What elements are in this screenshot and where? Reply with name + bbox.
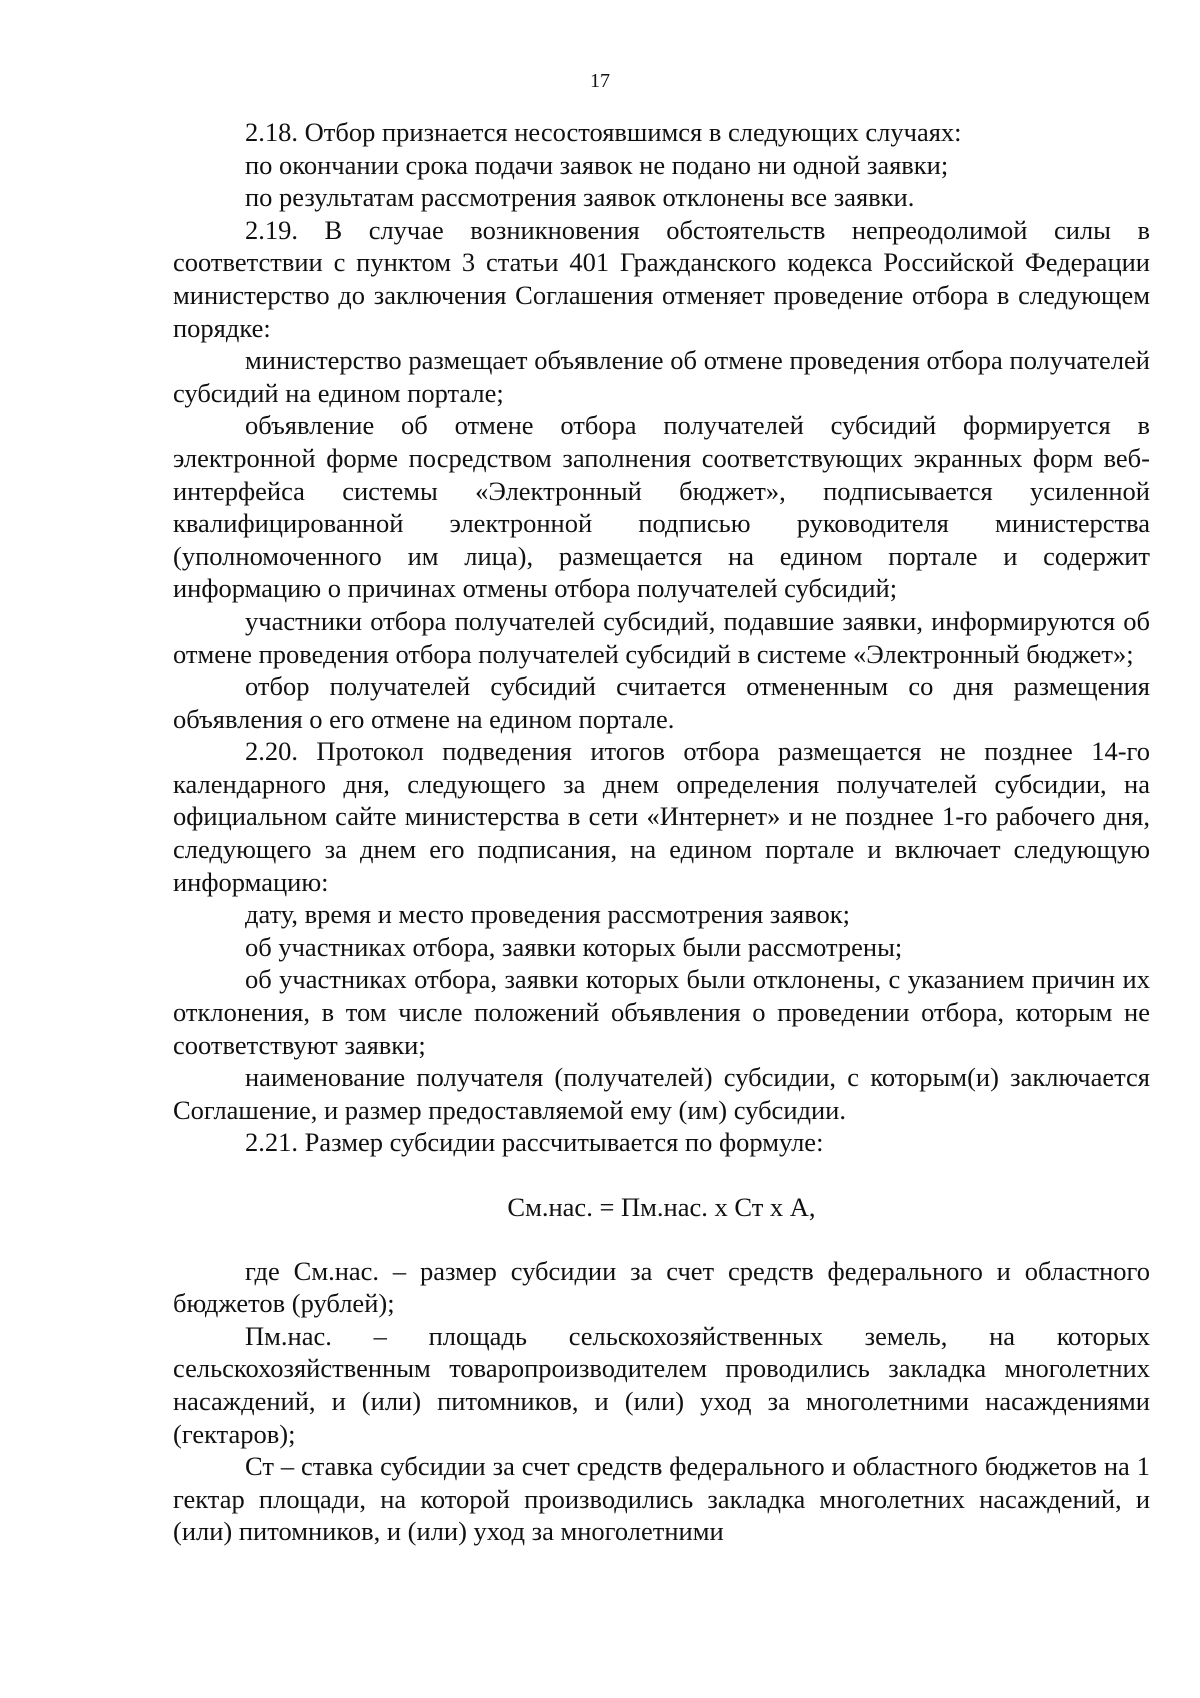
paragraph-list-item: об участниках отбора, заявки которых были рассмотрены;	[245, 931, 903, 962]
paragraph-2-18: 2.18. Отбор признается несостоявшимся в следующих случаях:	[245, 117, 962, 147]
paragraph-list-item: участники отбора получателей субсидий, подавшие заявки, информируются об отмене проведения отбора получателей субсидий в системе «Электронный бюджет»;	[173, 605, 1150, 669]
paragraph-list-item: министерство размещает объявление об отмене проведения отбора получателей субсидий на едином портале;	[173, 345, 1150, 408]
paragraph-2-21: 2.21. Размер субсидии рассчитывается по формуле:	[245, 1127, 824, 1158]
paragraph-list-item: объявление об отмене отбора получателей субсидий формируется в электронной форме посредством заполнения соответствующих экранных форм веб-интерфейса системы «Электронный бюджет», подписывается усиленной квалифицированной электронной подписью руководителя министерства (уполномоченного им лица), размещается на едином портале и содержит информацию о причинах отмены отбора получателей субсидий;	[173, 410, 1150, 604]
paragraph-list-item: отбор получателей субсидий считается отмененным со дня размещения объявления о его отмене на едином портале.	[173, 671, 1150, 734]
definition-st: Ст – ставка субсидии за счет средств федерального и областного бюджетов на 1 гектар площади, на которой производились закладка многолетних насаждений, и (или) питомников, и (или) уход за многолетними	[173, 1451, 1150, 1547]
paragraph-list-item: наименование получателя (получателей) субсидии, с которым(и) заключается Соглашение, и размер предоставляемой ему (им) субсидии.	[173, 1062, 1150, 1125]
document-body	[173, 116, 1150, 1548]
paragraph-list-item: по результатам рассмотрения заявок отклонены все заявки.	[245, 182, 915, 213]
paragraph-list-item: об участниках отбора, заявки которых были отклонены, с указанием причин их отклонения, в том числе положений объявления о проведении отбора, которым не соответствуют заявки;	[173, 964, 1150, 1060]
paragraph-2-20: 2.20. Протокол подведения итогов отбора размещается не позднее 14-го календарного дня, следующего за днем определения получателей субсидии, на официальном сайте министерства в сети «Интернет» и не позднее 1-го рабочего дня, следующего за днем его подписания, на едином портале и включает следующую информацию:	[173, 736, 1150, 897]
paragraph-list-item: по окончании срока подачи заявок не подано ни одной заявки;	[245, 149, 949, 180]
page-number: 17	[590, 70, 610, 92]
paragraph-list-item: дату, время и место проведения рассмотрения заявок;	[245, 899, 851, 930]
definition-pm-nas: Пм.нас. – площадь сельскохозяйственных земель, на которых сельскохозяйственным товаропроизводителем проводились закладка многолетних насаждений, и (или) питомников, и (или) уход за многолетними насаждениями (гектаров);	[173, 1320, 1150, 1449]
definition-sm-nas: где См.нас. – размер субсидии за счет средств федерального и областного бюджетов (рублей);	[173, 1255, 1150, 1319]
subsidy-formula: См.нас. = Пм.нас. х Ст х А,	[507, 1192, 816, 1222]
paragraph-2-19: 2.19. В случае возникновения обстоятельств непреодолимой силы в соответствии с пунктом 3 статьи 401 Гражданского кодекса Российской Федерации министерство до заключения Соглашения отменяет проведение отбора в следующем порядке:	[173, 214, 1150, 343]
